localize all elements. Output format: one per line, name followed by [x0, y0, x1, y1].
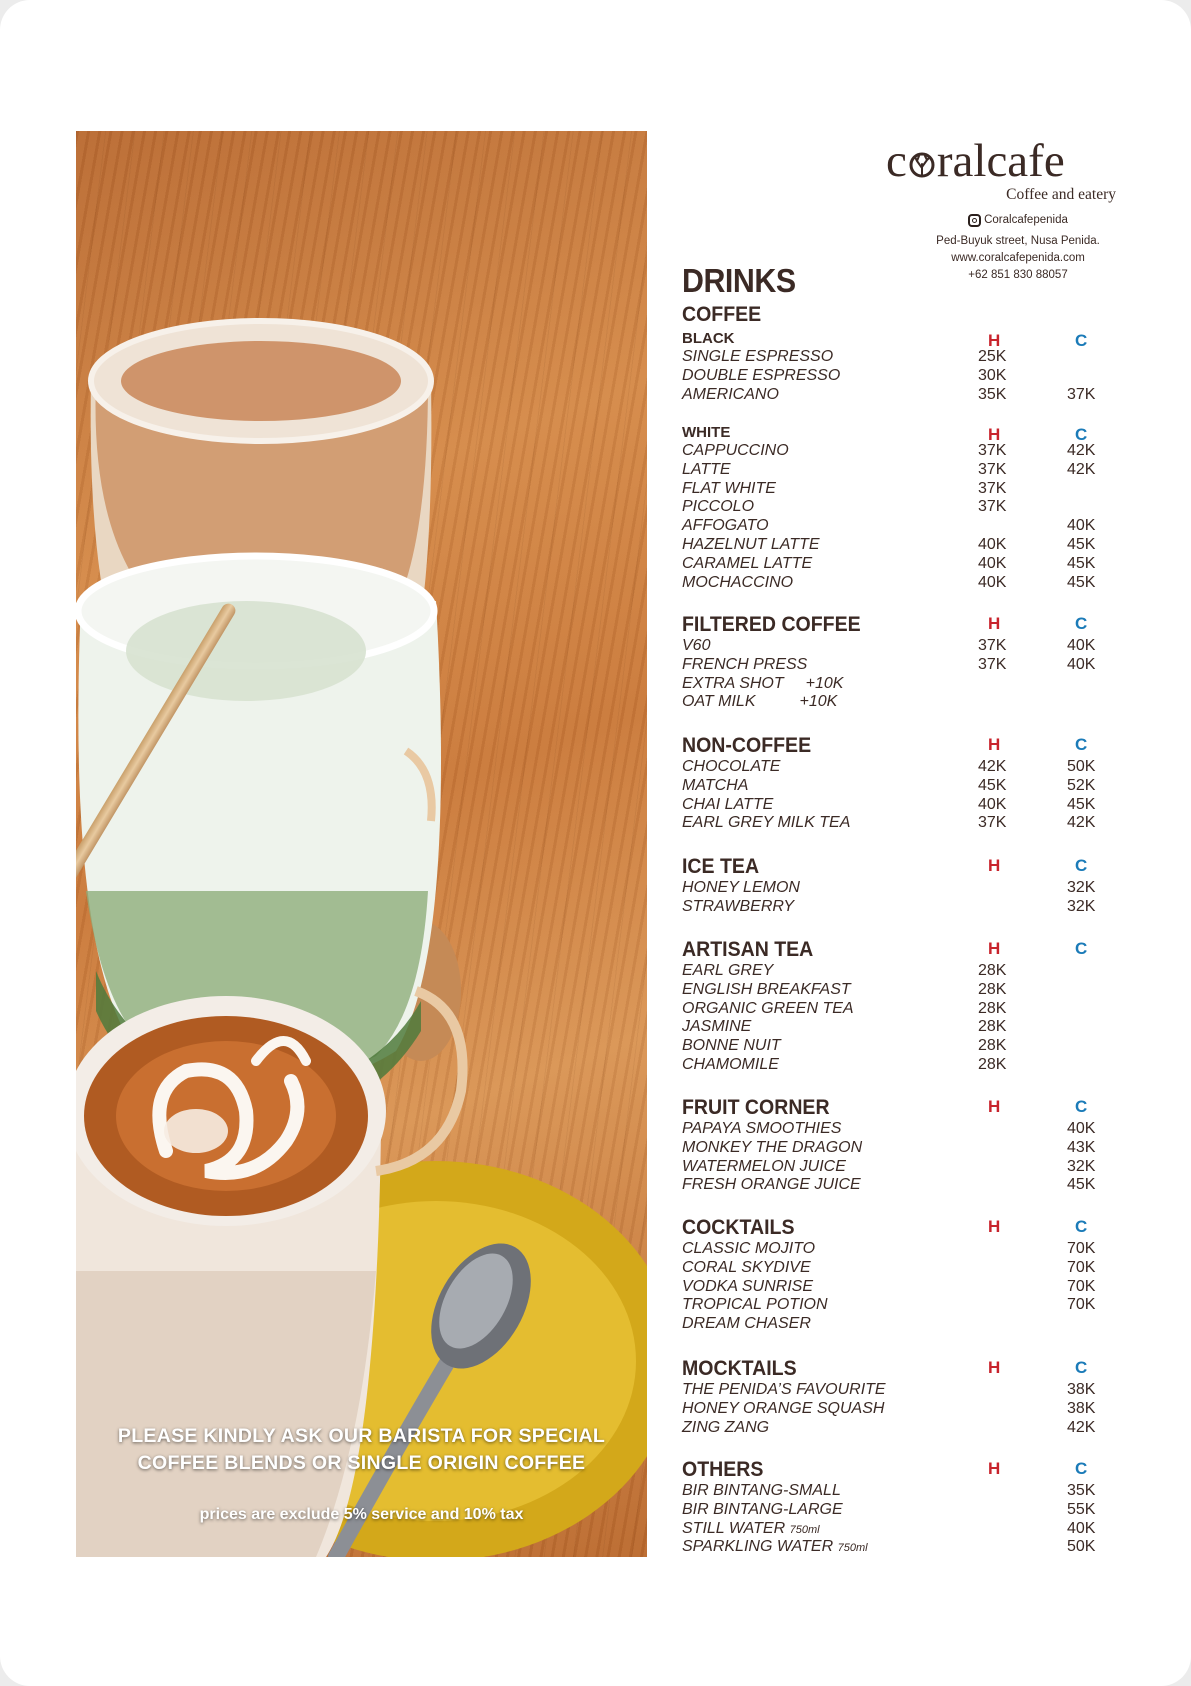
menu-item-name	[682, 1419, 769, 1437]
item-list-fruit-corner	[682, 1120, 1122, 1195]
menu-item-row	[682, 1419, 1122, 1438]
barista-notice	[76, 1423, 647, 1477]
section-title-coffee: COFFEE	[682, 303, 762, 326]
price-cold: 40K	[1067, 637, 1096, 654]
instagram-icon	[968, 214, 981, 227]
menu-item-name	[682, 879, 800, 897]
brand-logo-text-end: ralcafe	[936, 135, 1065, 187]
menu-item-row	[682, 656, 1122, 675]
tax-note: prices are exclude 5% service and 10% tax	[199, 1506, 524, 1523]
drinks-photo	[76, 131, 647, 1557]
menu-item-row	[682, 517, 1122, 536]
menu-item-name-text: DOUBLE ESPRESSO	[682, 366, 841, 384]
hot-label: H	[988, 939, 1001, 958]
menu-item-row	[682, 777, 1122, 796]
menu-item-name	[682, 796, 773, 814]
price-hot: 28K	[978, 1055, 1007, 1073]
price-cold: 50K	[1067, 1538, 1096, 1556]
extra-shot-price: +10K	[805, 674, 844, 692]
menu-item-name-text: BONNE NUIT	[682, 1037, 781, 1055]
price-cold: 40K	[1067, 1519, 1096, 1537]
menu-item-name-text: EARL GREY MILK TEA	[682, 814, 851, 832]
price-hot: 37K	[978, 814, 1007, 832]
price-cold: 40K	[1067, 517, 1096, 535]
menu-item-name	[682, 1139, 862, 1157]
price-hot: 45K	[978, 776, 1007, 794]
price-hot: 37K	[978, 655, 1007, 673]
menu-item-row	[682, 1381, 1122, 1400]
section-white	[682, 424, 1122, 592]
price-hot: 28K	[978, 1037, 1007, 1055]
menu-item-name-text: ORGANIC GREEN TEA	[682, 999, 854, 1017]
menu-item-name	[682, 348, 833, 366]
menu-item-name	[682, 656, 807, 674]
menu-item-row	[682, 1400, 1122, 1419]
item-list-cocktails	[682, 1240, 1122, 1334]
price-cold: 70K	[1067, 1240, 1096, 1257]
section-title-non-coffee: NON-COFFEE	[682, 734, 812, 757]
price-cold: 42K	[1067, 442, 1096, 459]
price-cold: 45K	[1067, 795, 1096, 813]
menu-item-name	[682, 517, 769, 535]
price-cold: 43K	[1067, 1138, 1096, 1156]
price-hot: 40K	[978, 795, 1007, 813]
section-non-coffee	[682, 734, 1122, 833]
menu-item-name-text: MATCHA	[682, 776, 749, 794]
menu-item-name-text: TROPICAL POTION	[682, 1296, 828, 1314]
cold-label: C	[1075, 939, 1088, 958]
menu-item-name	[682, 814, 850, 832]
section-black	[682, 330, 1122, 404]
section-title-mocktails: MOCKTAILS	[682, 1357, 797, 1380]
menu-item-row	[682, 1037, 1122, 1056]
menu-item-row	[682, 498, 1122, 517]
price-cold: 32K	[1067, 879, 1096, 896]
menu-item-row	[682, 555, 1122, 574]
menu-item-name-text: CLASSIC MOJITO	[682, 1240, 816, 1257]
website: www.coralcafepenida.com	[951, 252, 1085, 264]
price-cold: 35K	[1067, 1482, 1096, 1499]
oat-milk-price: +10K	[799, 693, 838, 711]
menu-item-name-text: CHAI LATTE	[682, 795, 774, 813]
menu-item-name	[682, 1176, 861, 1194]
menu-item-name	[682, 555, 812, 573]
menu-item-name-text: ZING ZANG	[682, 1418, 770, 1436]
hot-label: H	[988, 735, 1001, 754]
hot-label: H	[988, 1097, 1001, 1116]
drinks-photo-illustration	[76, 131, 647, 1557]
menu-item-row	[682, 1501, 1122, 1520]
menu-item-row	[682, 1139, 1122, 1158]
menu-item-name	[682, 1018, 751, 1036]
brand-logo-text-start: c	[886, 135, 907, 187]
menu-item-name	[682, 1482, 841, 1500]
instagram-handle-text: Coralcafepenida	[984, 214, 1068, 226]
price-cold: 38K	[1067, 1399, 1096, 1417]
cold-label: C	[1075, 425, 1088, 444]
price-cold: 45K	[1067, 573, 1096, 591]
menu-item-row	[682, 758, 1122, 777]
menu-item-name	[682, 1315, 811, 1333]
menu-item-row	[682, 348, 1122, 367]
menu-item-name-text: FLAT WHITE	[682, 479, 776, 497]
menu-item-name-text: MONKEY THE DRAGON	[682, 1138, 863, 1156]
menu-item-row	[682, 1240, 1122, 1259]
menu-item-name-text: AFFOGATO	[682, 517, 769, 535]
menu-item-name-text: LATTE	[682, 460, 731, 478]
menu-item-name	[682, 898, 794, 916]
menu-item-row	[682, 1278, 1122, 1297]
menu-item-row	[682, 1056, 1122, 1075]
price-hot: 37K	[978, 498, 1007, 516]
coral-icon	[907, 136, 937, 186]
menu-item-name	[682, 442, 789, 460]
menu-item-name	[682, 1158, 846, 1176]
menu-item-name	[682, 981, 851, 999]
menu-item-row	[682, 1000, 1122, 1019]
menu-item-name	[682, 758, 780, 776]
price-hot: 28K	[978, 999, 1007, 1017]
menu-item-row	[682, 1315, 1122, 1334]
menu-item-row	[682, 480, 1122, 499]
menu-item-name-text: CORAL SKYDIVE	[682, 1258, 811, 1276]
price-cold: 37K	[1067, 385, 1096, 403]
price-cold: 40K	[1067, 655, 1096, 673]
item-list-black	[682, 348, 1122, 404]
price-cold: 70K	[1067, 1258, 1096, 1276]
section-title-white: WHITE	[682, 424, 731, 441]
menu-item-row	[682, 1120, 1122, 1139]
menu-item-name	[682, 1240, 815, 1258]
menu-item-name-text: PAPAYA SMOOTHIES	[682, 1120, 842, 1137]
hot-label: H	[988, 331, 1001, 350]
menu-item-name-text: STRAWBERRY	[682, 897, 795, 915]
section-title-others: OTHERS	[682, 1458, 764, 1481]
menu-item-name-text: HAZELNUT LATTE	[682, 535, 820, 553]
menu-item-name-text: DREAM CHASER	[682, 1315, 811, 1333]
menu-item-row	[682, 442, 1122, 461]
menu-item-name	[682, 1381, 886, 1399]
section-title-filtered-coffee: FILTERED COFFEE	[682, 613, 861, 636]
menu-item-name-text: BIR BINTANG-LARGE	[682, 1500, 843, 1518]
price-cold: 45K	[1067, 1176, 1096, 1194]
menu-item-name-text: FRENCH PRESS	[682, 655, 808, 673]
menu-item-name-text: SPARKLING WATER	[682, 1538, 834, 1556]
price-cold: 32K	[1067, 1157, 1096, 1175]
instagram-handle	[968, 212, 1068, 229]
extra-shot-row	[682, 675, 1122, 694]
menu-item-name-text: V60	[682, 637, 711, 654]
menu-item-name	[682, 962, 773, 980]
menu-item-name	[682, 1501, 843, 1519]
hot-label: H	[988, 1217, 1001, 1236]
price-cold: 42K	[1067, 460, 1096, 478]
price-hot: 25K	[978, 348, 1007, 365]
menu-item-name-text: CAPPUCCINO	[682, 442, 789, 459]
section-cocktails	[682, 1216, 1122, 1334]
cold-label: C	[1075, 1459, 1088, 1478]
menu-item-name-text: JASMINE	[682, 1018, 752, 1036]
menu-item-row	[682, 1158, 1122, 1177]
menu-item-row	[682, 1482, 1122, 1501]
price-cold: 70K	[1067, 1277, 1096, 1295]
menu-item-name	[682, 536, 820, 554]
menu-item-name	[682, 1538, 868, 1556]
price-cold: 45K	[1067, 554, 1096, 572]
item-list-mocktails	[682, 1381, 1122, 1437]
menu-item-row	[682, 637, 1122, 656]
menu-item-name	[682, 1259, 811, 1277]
section-filtered-coffee	[682, 613, 1122, 712]
price-cold: 55K	[1067, 1500, 1096, 1518]
cold-label: C	[1075, 1358, 1088, 1377]
menu-item-row	[682, 898, 1122, 917]
barista-notice-line-2: COFFEE BLENDS OR SINGLE ORIGIN COFFEE	[137, 1452, 586, 1474]
section-others	[682, 1458, 1122, 1557]
hot-label: H	[988, 1358, 1001, 1377]
item-list-ice-tea	[682, 879, 1122, 917]
hot-label: H	[988, 856, 1001, 875]
hot-label: H	[988, 614, 1001, 633]
menu-item-name	[682, 498, 754, 516]
menu-item-name-text: STILL WATER	[682, 1519, 786, 1537]
brand-logo	[886, 136, 1126, 186]
menu-item-name	[682, 637, 710, 655]
menu-item-name-text: AMERICANO	[682, 385, 779, 403]
price-hot: 37K	[978, 460, 1007, 478]
menu-item-row	[682, 814, 1122, 833]
item-list-others	[682, 1482, 1122, 1557]
price-cold: 45K	[1067, 535, 1096, 553]
item-list-artisan-tea	[682, 962, 1122, 1075]
menu-item-name	[682, 1520, 820, 1538]
phone-number: +62 851 830 88057	[968, 269, 1068, 281]
hot-label: H	[988, 425, 1001, 444]
menu-item-row	[682, 386, 1122, 405]
price-hot: 28K	[978, 1018, 1007, 1036]
menu-item-name	[682, 574, 793, 592]
menu-item-name	[682, 1000, 854, 1018]
menu-item-name-text: SINGLE ESPRESSO	[682, 348, 834, 365]
menu-item-row	[682, 1259, 1122, 1278]
menu-item-row	[682, 461, 1122, 480]
section-title-ice-tea: ICE TEA	[682, 855, 760, 878]
menu-item-name-text: CARAMEL LATTE	[682, 554, 813, 572]
section-title-black: BLACK	[682, 330, 735, 347]
menu-item-volume-note: 750ml	[837, 1542, 868, 1555]
menu-item-row	[682, 981, 1122, 1000]
item-list-non-coffee	[682, 758, 1122, 833]
menu-item-name-text: EARL GREY	[682, 962, 774, 979]
price-hot: 35K	[978, 385, 1007, 403]
price-cold: 50K	[1067, 758, 1096, 775]
cold-label: C	[1075, 614, 1088, 633]
menu-item-name-text: VODKA SUNRISE	[682, 1277, 813, 1295]
menu-item-name	[682, 367, 840, 385]
section-title-artisan-tea: ARTISAN TEA	[682, 938, 814, 961]
oat-milk-label: OAT MILK	[682, 693, 756, 711]
contact-info	[913, 212, 1123, 284]
price-hot: 40K	[978, 554, 1007, 572]
price-cold: 42K	[1067, 814, 1096, 832]
menu-item-row	[682, 962, 1122, 981]
menu-item-name-text: HONEY ORANGE SQUASH	[682, 1399, 885, 1417]
section-artisan-tea	[682, 938, 1122, 1075]
price-cold: 70K	[1067, 1296, 1096, 1314]
menu-item-row	[682, 796, 1122, 815]
menu-item-name	[682, 777, 748, 795]
item-list-white	[682, 442, 1122, 592]
price-hot: 42K	[978, 758, 1007, 775]
menu-item-name-text: CHOCOLATE	[682, 758, 781, 775]
menu-item-row	[682, 536, 1122, 555]
extra-shot-label: EXTRA SHOT	[682, 674, 784, 692]
menu-item-name-text: WATERMELON JUICE	[682, 1157, 846, 1175]
brand-tagline: Coffee and eatery	[1006, 186, 1116, 203]
menu-item-row	[682, 574, 1122, 593]
section-mocktails	[682, 1357, 1122, 1437]
menu-item-name	[682, 461, 731, 479]
hot-label: H	[988, 1459, 1001, 1478]
price-hot: 28K	[978, 980, 1007, 998]
price-cold: 40K	[1067, 1120, 1096, 1137]
price-hot: 37K	[978, 442, 1007, 459]
menu-item-name-text: PICCOLO	[682, 498, 755, 516]
menu-item-volume-note: 750ml	[789, 1523, 820, 1536]
price-cold: 52K	[1067, 776, 1096, 794]
section-coffee-title-wrap	[682, 303, 1122, 327]
barista-notice-line-1: PLEASE KINDLY ASK OUR BARISTA FOR SPECIAL	[117, 1425, 606, 1447]
cold-label: C	[1075, 1217, 1088, 1236]
menu-item-name	[682, 1400, 884, 1418]
menu-item-name-text: BIR BINTANG-SMALL	[682, 1482, 841, 1499]
menu-item-row	[682, 1296, 1122, 1315]
menu-item-row	[682, 1538, 1122, 1557]
item-list-filtered-coffee	[682, 637, 1122, 675]
section-title-fruit-corner: FRUIT CORNER	[682, 1096, 830, 1119]
price-hot: 40K	[978, 573, 1007, 591]
price-hot: 37K	[978, 637, 1007, 654]
menu-item-name-text: THE PENIDA’S FAVOURITE	[682, 1381, 886, 1398]
menu-item-name	[682, 1120, 841, 1138]
menu-item-name-text: FRESH ORANGE JUICE	[682, 1176, 861, 1194]
price-cold: 38K	[1067, 1381, 1096, 1398]
menu-item-name	[682, 1056, 779, 1074]
price-hot: 30K	[978, 366, 1007, 384]
drinks-title: DRINKS	[682, 262, 796, 299]
cold-label: C	[1075, 331, 1088, 350]
oat-milk-row	[682, 693, 1122, 712]
section-title-cocktails: COCKTAILS	[682, 1216, 795, 1239]
section-fruit-corner	[682, 1096, 1122, 1195]
menu-item-name	[682, 1278, 813, 1296]
price-hot: 37K	[978, 479, 1007, 497]
menu-item-row	[682, 367, 1122, 386]
menu-item-name-text: MOCHACCINO	[682, 573, 794, 591]
cold-label: C	[1075, 1097, 1088, 1116]
menu-item-name	[682, 386, 779, 404]
address: Ped-Buyuk street, Nusa Penida.	[936, 235, 1100, 247]
menu-item-name-text: HONEY LEMON	[682, 879, 800, 896]
price-cold: 42K	[1067, 1418, 1096, 1436]
menu-item-name-text: CHAMOMILE	[682, 1055, 779, 1073]
menu-item-name	[682, 1296, 828, 1314]
price-cold: 32K	[1067, 897, 1096, 915]
menu-item-name	[682, 480, 776, 498]
menu-item-row	[682, 1176, 1122, 1195]
cold-label: C	[1075, 735, 1088, 754]
menu-item-name-text: ENGLISH BREAKFAST	[682, 980, 851, 998]
price-hot: 40K	[978, 535, 1007, 553]
section-ice-tea	[682, 855, 1122, 917]
price-hot: 28K	[978, 962, 1007, 979]
menu-item-name	[682, 1037, 781, 1055]
menu-item-row	[682, 879, 1122, 898]
menu-item-row	[682, 1520, 1122, 1539]
menu-item-row	[682, 1018, 1122, 1037]
cold-label: C	[1075, 856, 1088, 875]
